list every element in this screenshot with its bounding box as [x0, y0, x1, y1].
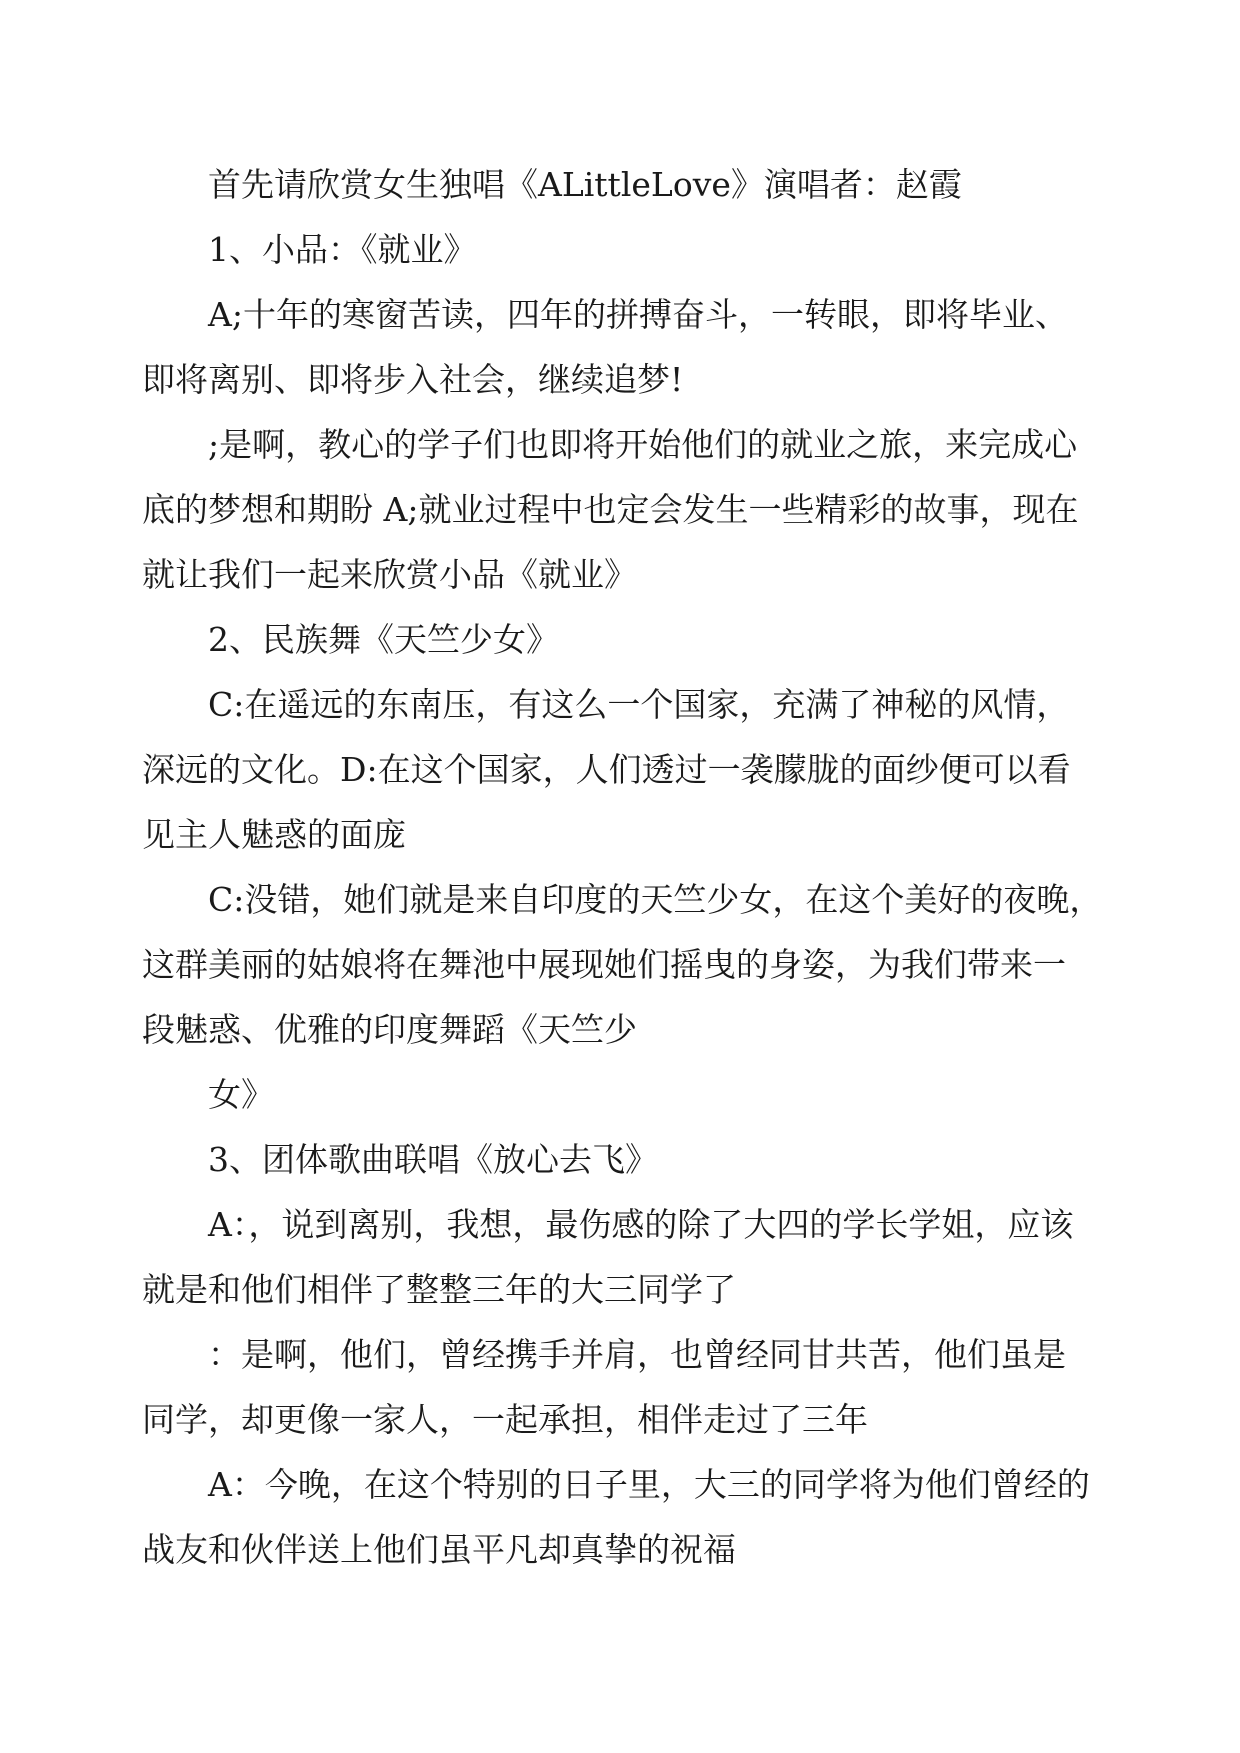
- text-line: A：今晚，在这个特别的日子里，大三的同学将为他们曾经的: [208, 1465, 1090, 1504]
- document-body: [142, 152, 1122, 1582]
- text-line: 3、团体歌曲联唱《放心去飞》: [208, 1140, 658, 1179]
- text-line: 同学，却更像一家人，一起承担，相伴走过了三年: [142, 1400, 868, 1439]
- text-line: 首先请欣赏女生独唱《ALittleLove》演唱者：赵霞: [208, 165, 962, 204]
- text-line: 就让我们一起来欣赏小品《就业》: [142, 555, 637, 594]
- text-line: ;是啊，教心的学子们也即将开始他们的就业之旅，来完成心: [208, 425, 1078, 464]
- text-line: 见主人魅惑的面庞: [142, 815, 406, 854]
- text-line: 段魅惑、优雅的印度舞蹈《天竺少: [142, 1010, 637, 1049]
- text-line: 女》: [208, 1075, 274, 1114]
- text-line: 深远的文化。D:在这个国家，人们透过一袭朦胧的面纱便可以看: [142, 750, 1071, 789]
- text-line: 2、民族舞《天竺少女》: [208, 620, 559, 659]
- text-line: 这群美丽的姑娘将在舞池中展现她们摇曳的身姿，为我们带来一: [142, 945, 1066, 984]
- text-line: A：，说到离别，我想，最伤感的除了大四的学长学姐，应该: [208, 1205, 1074, 1244]
- text-line: 战友和伙伴送上他们虽平凡却真挚的祝福: [142, 1530, 736, 1569]
- text-line: A;十年的寒窗苦读，四年的拼搏奋斗，一转眼，即将毕业、: [208, 295, 1068, 334]
- text-line: 1、小品：《就业》: [208, 230, 477, 269]
- text-line: ：是啊，他们，曾经携手并肩，也曾经同甘共苦，他们虽是: [208, 1335, 1066, 1374]
- text-line: 底的梦想和期盼 A;就业过程中也定会发生一些精彩的故事，现在: [142, 490, 1079, 529]
- text-line: C:没错，她们就是来自印度的天竺少女，在这个美好的夜晚，: [208, 880, 1103, 919]
- text-line: C:在遥远的东南压，有这么一个国家，充满了神秘的风情，: [208, 685, 1070, 724]
- text-line: 就是和他们相伴了整整三年的大三同学了: [142, 1270, 736, 1309]
- text-line: 即将离别、即将步入社会，继续追梦!: [142, 360, 684, 399]
